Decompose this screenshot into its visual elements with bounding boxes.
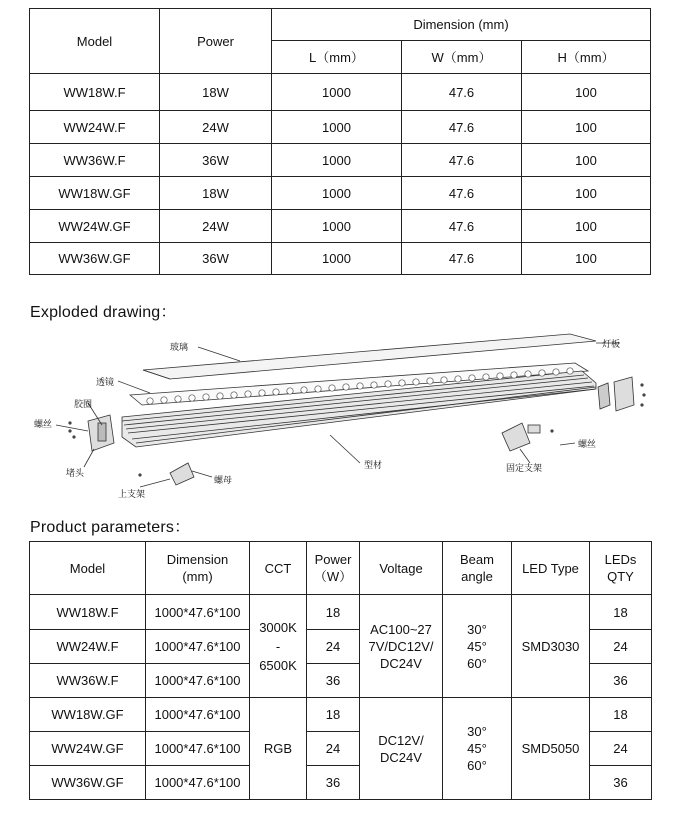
cell-width: 47.6 bbox=[402, 243, 522, 275]
cell-led-type-gf: SMD5050 bbox=[512, 698, 590, 800]
header-length: L（mm） bbox=[272, 41, 402, 74]
fixed-bracket bbox=[502, 423, 530, 451]
cell-power: 36 bbox=[307, 766, 360, 800]
cell-power: 18 bbox=[307, 595, 360, 630]
exploded-drawing-title: Exploded drawing： bbox=[30, 304, 177, 321]
cell-width: 47.6 bbox=[402, 177, 522, 210]
cell-leds-qty: 36 bbox=[590, 766, 652, 800]
cell-width: 47.6 bbox=[402, 111, 522, 144]
label-gasket: 胶圈 bbox=[74, 400, 93, 410]
cell-beam-angle-gf: 30° 45° 60° bbox=[443, 698, 512, 800]
header-led-type: LED Type bbox=[512, 542, 590, 595]
label-glass: 玻璃 bbox=[170, 343, 189, 353]
cell-model: WW36W.F bbox=[30, 144, 160, 177]
cell-height: 100 bbox=[522, 210, 651, 243]
cell-height: 100 bbox=[522, 111, 651, 144]
cell-width: 47.6 bbox=[402, 210, 522, 243]
cell-voltage-gf: DC12V/ DC24V bbox=[360, 698, 443, 800]
cell-length: 1000 bbox=[272, 177, 402, 210]
cell-model: WW36W.GF bbox=[30, 766, 146, 800]
table-row bbox=[30, 595, 652, 630]
label-screw-left: 螺丝 bbox=[34, 420, 53, 430]
cell-power: 36 bbox=[307, 664, 360, 698]
cell-cct-gf: RGB bbox=[250, 698, 307, 800]
left-gasket bbox=[98, 423, 106, 441]
label-upper-bracket: 上支架 bbox=[118, 490, 146, 500]
cell-power: 36W bbox=[160, 144, 272, 177]
label-end-cap: 堵头 bbox=[66, 469, 85, 479]
label-light-board: 灯板 bbox=[602, 340, 621, 350]
exploded-drawing bbox=[30, 325, 662, 507]
cell-model: WW24W.F bbox=[30, 630, 146, 664]
cell-dimension: 1000*47.6*100 bbox=[146, 766, 250, 800]
cell-leds-qty: 24 bbox=[590, 732, 652, 766]
cell-leds-qty: 18 bbox=[590, 698, 652, 732]
cell-leds-qty: 36 bbox=[590, 664, 652, 698]
table-row bbox=[30, 111, 651, 144]
cell-length: 1000 bbox=[272, 210, 402, 243]
cell-dimension: 1000*47.6*100 bbox=[146, 664, 250, 698]
table-row bbox=[30, 144, 651, 177]
cell-model: WW24W.F bbox=[30, 111, 160, 144]
product-parameters-title: Product parameters： bbox=[30, 519, 191, 536]
cell-model: WW18W.F bbox=[30, 595, 146, 630]
label-fixed-bracket: 固定支架 bbox=[506, 464, 543, 474]
header-model: Model bbox=[30, 542, 146, 595]
header-beam-angle: Beam angle bbox=[443, 542, 512, 595]
label-profile: 型材 bbox=[364, 461, 383, 471]
cell-model: WW36W.GF bbox=[30, 243, 160, 275]
cell-power: 24W bbox=[160, 210, 272, 243]
label-nut: 螺母 bbox=[214, 476, 233, 486]
cell-model: WW36W.F bbox=[30, 664, 146, 698]
cell-width: 47.6 bbox=[402, 74, 522, 111]
cell-power: 24 bbox=[307, 732, 360, 766]
cell-length: 1000 bbox=[272, 74, 402, 111]
header-leds-qty: LEDs QTY bbox=[590, 542, 652, 595]
header-model: Model bbox=[30, 9, 160, 74]
cell-model: WW24W.GF bbox=[30, 732, 146, 766]
header-power: Power （W） bbox=[307, 542, 360, 595]
cell-leds-qty: 18 bbox=[590, 595, 652, 630]
fixed-bracket-clip bbox=[528, 425, 540, 433]
cell-width: 47.6 bbox=[402, 144, 522, 177]
cell-height: 100 bbox=[522, 144, 651, 177]
header-power: Power bbox=[160, 9, 272, 74]
cell-leds-qty: 24 bbox=[590, 630, 652, 664]
cell-height: 100 bbox=[522, 74, 651, 111]
table-row bbox=[30, 210, 651, 243]
cell-beam-angle-f: 30° 45° 60° bbox=[443, 595, 512, 698]
cell-cct-f: 3000K - 6500K bbox=[250, 595, 307, 698]
cell-power: 24W bbox=[160, 111, 272, 144]
right-gasket bbox=[598, 383, 610, 409]
cell-power: 18 bbox=[307, 698, 360, 732]
cell-power: 18W bbox=[160, 177, 272, 210]
cell-model: WW18W.F bbox=[30, 74, 160, 111]
cell-led-type-f: SMD3030 bbox=[512, 595, 590, 698]
table-row bbox=[30, 177, 651, 210]
table-row bbox=[30, 243, 651, 275]
upper-bracket bbox=[170, 463, 194, 485]
cell-length: 1000 bbox=[272, 144, 402, 177]
header-dimension: Dimension (mm) bbox=[272, 9, 651, 41]
product-parameters-table bbox=[29, 541, 652, 800]
cell-power: 24 bbox=[307, 630, 360, 664]
dimension-table bbox=[29, 8, 651, 275]
cell-dimension: 1000*47.6*100 bbox=[146, 595, 250, 630]
cell-model: WW18W.GF bbox=[30, 698, 146, 732]
cell-voltage-f: AC100~27 7V/DC12V/ DC24V bbox=[360, 595, 443, 698]
cell-power: 18W bbox=[160, 74, 272, 111]
cell-power: 36W bbox=[160, 243, 272, 275]
cell-height: 100 bbox=[522, 243, 651, 275]
cell-model: WW18W.GF bbox=[30, 177, 160, 210]
cell-length: 1000 bbox=[272, 111, 402, 144]
cell-model: WW24W.GF bbox=[30, 210, 160, 243]
cell-dimension: 1000*47.6*100 bbox=[146, 698, 250, 732]
right-end-cap bbox=[614, 377, 634, 411]
cell-dimension: 1000*47.6*100 bbox=[146, 732, 250, 766]
header-voltage: Voltage bbox=[360, 542, 443, 595]
label-lens: 透镜 bbox=[96, 378, 115, 388]
table-row bbox=[30, 698, 652, 732]
cell-dimension: 1000*47.6*100 bbox=[146, 630, 250, 664]
header-height: H（mm） bbox=[522, 41, 651, 74]
header-width: W（mm） bbox=[402, 41, 522, 74]
cell-height: 100 bbox=[522, 177, 651, 210]
label-screw-right: 螺丝 bbox=[578, 440, 597, 450]
table-row bbox=[30, 74, 651, 111]
header-dimension: Dimension (mm) bbox=[146, 542, 250, 595]
header-cct: CCT bbox=[250, 542, 307, 595]
cell-length: 1000 bbox=[272, 243, 402, 275]
